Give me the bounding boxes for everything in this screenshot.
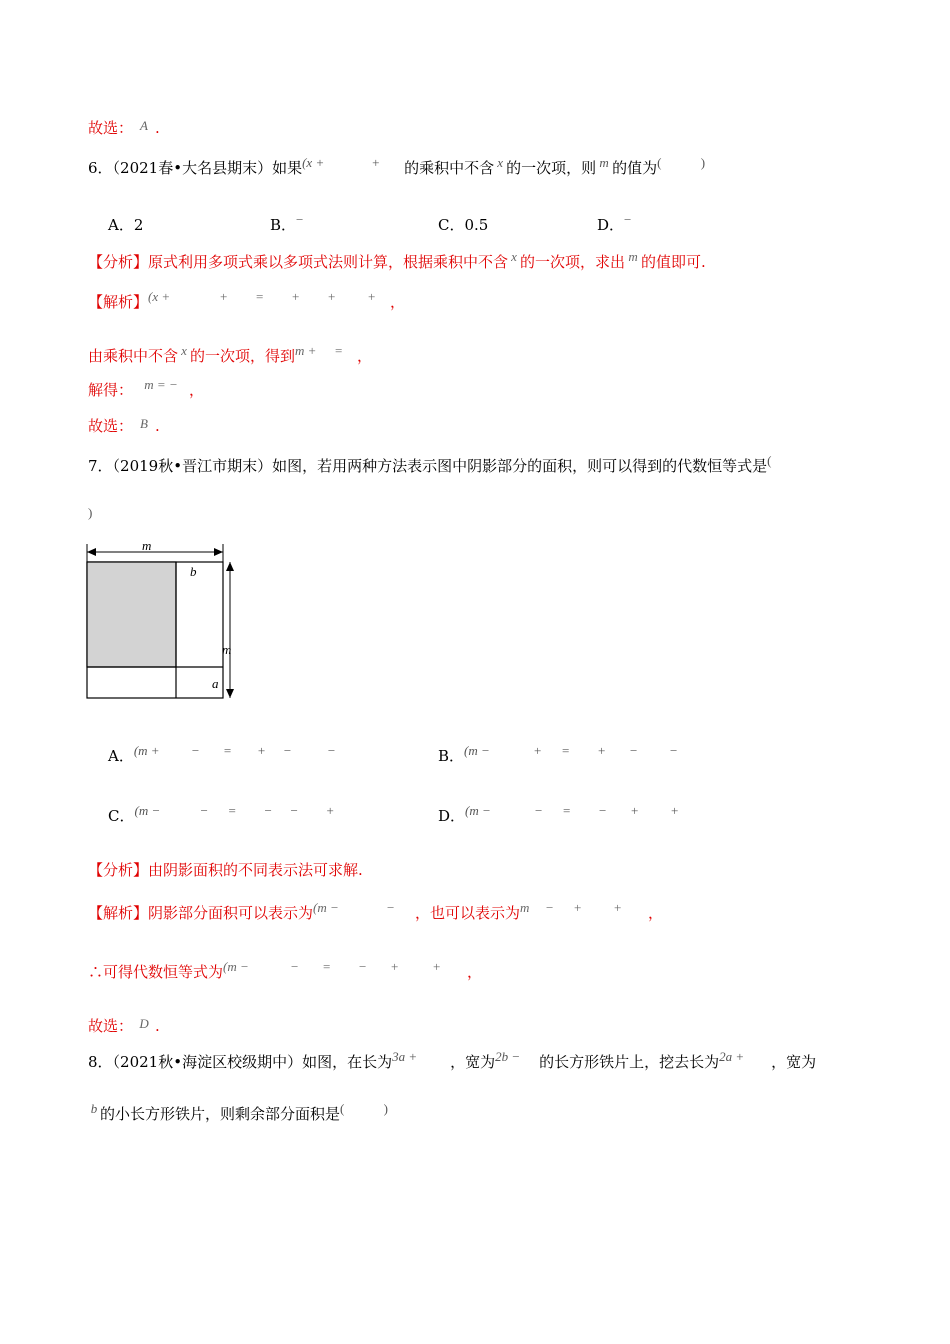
math-expr: (m + <box>133 743 160 758</box>
math-expr: (m − <box>465 803 491 818</box>
math-op: − <box>283 743 292 758</box>
math-expr: 2a + <box>719 1049 745 1064</box>
math-op: = <box>335 343 343 358</box>
q7-paren-close: ) <box>88 505 93 520</box>
math-op: + <box>598 743 606 758</box>
solution-tag: 【解析】 <box>88 904 149 922</box>
q6-stem <box>88 155 706 179</box>
stem-text: ，宽为 <box>771 1053 817 1071</box>
answer-blank: ( ) <box>340 1101 389 1116</box>
question-number: 6． <box>88 159 113 177</box>
q6-solution-line2 <box>88 343 373 367</box>
math-op: = <box>563 803 571 818</box>
math-var: x <box>181 343 187 358</box>
label-m-right: m <box>222 642 232 657</box>
math-op: − <box>200 803 208 818</box>
math-op: + <box>574 900 582 915</box>
q7-option-a[interactable] <box>108 743 340 767</box>
solution-tag: 【解析】 <box>88 293 149 311</box>
arrow-down-icon <box>226 689 234 698</box>
stem-text: ，宽为 <box>450 1053 496 1071</box>
math-op: + <box>391 959 399 974</box>
option-label: D． <box>438 807 466 825</box>
q5-answer-line <box>88 118 160 139</box>
question-number: 8． <box>88 1053 113 1071</box>
math-var: m <box>628 249 638 264</box>
math-expr: (m − <box>134 803 161 818</box>
q7-therefore <box>88 959 483 983</box>
label-a: a <box>212 676 219 691</box>
math-op: − <box>670 743 678 758</box>
math-op: + <box>368 289 376 304</box>
question-source: （2021春•大名县期末） <box>112 159 273 177</box>
q7-option-c[interactable] <box>108 803 338 827</box>
answer-end: . <box>155 1017 160 1035</box>
math-op: + <box>328 289 336 304</box>
arrow-up-icon <box>226 562 234 571</box>
math-op: + <box>372 155 380 170</box>
option-label: B． <box>438 747 465 765</box>
math-var: x <box>497 155 503 170</box>
answer-label: 故选： <box>88 1017 134 1035</box>
stem-text: 如图，若用两种方法表示图中阴影部分的面积，则可以得到的代数恒等式是 <box>272 457 768 475</box>
math-op: = <box>228 803 236 818</box>
math-op: = <box>256 289 264 304</box>
math-expr: (m − <box>223 959 249 974</box>
math-op: = <box>562 743 570 758</box>
math-op: − <box>387 900 395 915</box>
q6-option-d[interactable] <box>597 212 632 236</box>
analysis-text: 的一次项，求出 <box>520 253 626 271</box>
label-m-top: m <box>142 540 152 553</box>
answer-end: . <box>155 417 160 435</box>
math-op: − <box>291 959 299 974</box>
q7-solution <box>88 900 664 924</box>
question-number: 7． <box>88 457 113 475</box>
option-value: − <box>624 212 632 227</box>
answer-end: . <box>155 119 160 137</box>
math-op: = <box>223 743 232 758</box>
q7-option-d[interactable] <box>438 803 683 827</box>
q6-analysis <box>88 249 706 273</box>
math-op: + <box>534 743 542 758</box>
question-source: （2019秋•晋江市期末） <box>112 457 273 475</box>
q8-stem-line2 <box>88 1101 389 1125</box>
q6-option-c[interactable] <box>438 215 488 235</box>
analysis-tag: 【分析】 <box>88 253 149 271</box>
analysis-text: 原式利用多项式乘以多项式法则计算，根据乘积中不含 <box>148 253 509 271</box>
option-value: 2 <box>133 216 144 234</box>
math-op: = <box>323 959 331 974</box>
option-label: A． <box>108 216 134 234</box>
option-value: 0.5 <box>464 216 489 234</box>
answer-label: 故选： <box>88 119 134 137</box>
q7-stem <box>88 453 772 477</box>
punct: ， <box>648 904 664 922</box>
option-label: C． <box>108 807 135 825</box>
q7-option-b[interactable] <box>438 743 682 767</box>
math-op: − <box>359 959 367 974</box>
answer-value: D <box>139 1016 149 1031</box>
answer-blank: ( ) <box>657 155 706 170</box>
math-op: + <box>326 803 334 818</box>
math-op: + <box>292 289 300 304</box>
q7-analysis <box>88 860 363 880</box>
punct: ， <box>467 963 483 981</box>
analysis-tag: 【分析】 <box>88 861 149 879</box>
q7-figure <box>84 540 244 704</box>
answer-label: 故选： <box>88 417 134 435</box>
stem-text: 的乘积中不含 <box>404 159 495 177</box>
option-label: A． <box>108 747 134 765</box>
math-op: + <box>671 803 679 818</box>
math-expr: 2b − <box>495 1049 521 1064</box>
math-expr: m + <box>295 343 317 358</box>
q6-option-b[interactable] <box>270 212 304 236</box>
option-value: − <box>296 212 304 227</box>
math-op: − <box>264 803 272 818</box>
answer-value: B <box>140 416 148 431</box>
math-op: − <box>630 743 638 758</box>
analysis-text: 由阴影面积的不同表示法可求解. <box>148 861 363 879</box>
math-op: + <box>257 743 266 758</box>
option-label: D． <box>597 216 625 234</box>
solution-text: ，也可以表示为 <box>415 904 521 922</box>
stem-text: 的长方形铁片上，挖去长为 <box>539 1053 720 1071</box>
stem-text: 的值为 <box>612 159 658 177</box>
math-op: − <box>535 803 543 818</box>
answer-value: A <box>140 118 148 133</box>
q6-answer <box>88 416 160 437</box>
analysis-text: 的值即可. <box>641 253 706 271</box>
math-expr: (x + <box>148 289 171 304</box>
math-expr: (x + <box>302 155 325 170</box>
math-op: − <box>290 803 298 818</box>
punct: ， <box>357 347 373 365</box>
stem-text: 的一次项，则 <box>506 159 597 177</box>
solution-text: 的一次项，得到 <box>190 347 296 365</box>
q8-stem <box>88 1049 817 1073</box>
stem-text: 的小长方形铁片，则剩余部分面积是 <box>100 1105 341 1123</box>
option-label: C． <box>438 216 465 234</box>
math-expr: 3a + <box>392 1049 418 1064</box>
math-op: + <box>220 289 228 304</box>
punct: ， <box>390 293 406 311</box>
math-op: + <box>614 900 622 915</box>
solve-label: 解得： <box>88 381 134 399</box>
math-var: x <box>511 249 517 264</box>
solution-text: 阴影部分面积可以表示为 <box>148 904 314 922</box>
math-op: − <box>599 803 607 818</box>
q6-solution <box>88 289 406 313</box>
math-op: − <box>191 743 200 758</box>
punct: ， <box>189 381 205 399</box>
math-var: m <box>599 155 609 170</box>
question-source: （2021秋•海淀区校级期中） <box>112 1053 303 1071</box>
math-expr: (m − <box>464 743 490 758</box>
paren-open: ( <box>767 453 772 468</box>
stem-text: 如图，在长为 <box>302 1053 393 1071</box>
label-b: b <box>190 564 197 579</box>
math-op: − <box>546 900 554 915</box>
math-expr: m = − <box>144 377 178 392</box>
math-op: + <box>631 803 639 818</box>
arrow-right-icon <box>214 548 223 556</box>
q7-answer <box>88 1016 160 1037</box>
shaded-rectangle <box>87 562 176 667</box>
solution-text: 由乘积中不含 <box>88 347 179 365</box>
math-expr: (m − <box>313 900 339 915</box>
q6-option-a[interactable] <box>108 215 143 235</box>
math-var: b <box>90 1101 98 1116</box>
therefore-text: ∴可得代数恒等式为 <box>88 963 224 981</box>
arrow-left-icon <box>87 548 96 556</box>
math-op: − <box>327 743 336 758</box>
stem-text: 如果 <box>272 159 303 177</box>
q6-solve <box>88 377 205 401</box>
math-op: + <box>433 959 441 974</box>
math-expr: m <box>520 900 530 915</box>
option-label: B． <box>270 216 297 234</box>
